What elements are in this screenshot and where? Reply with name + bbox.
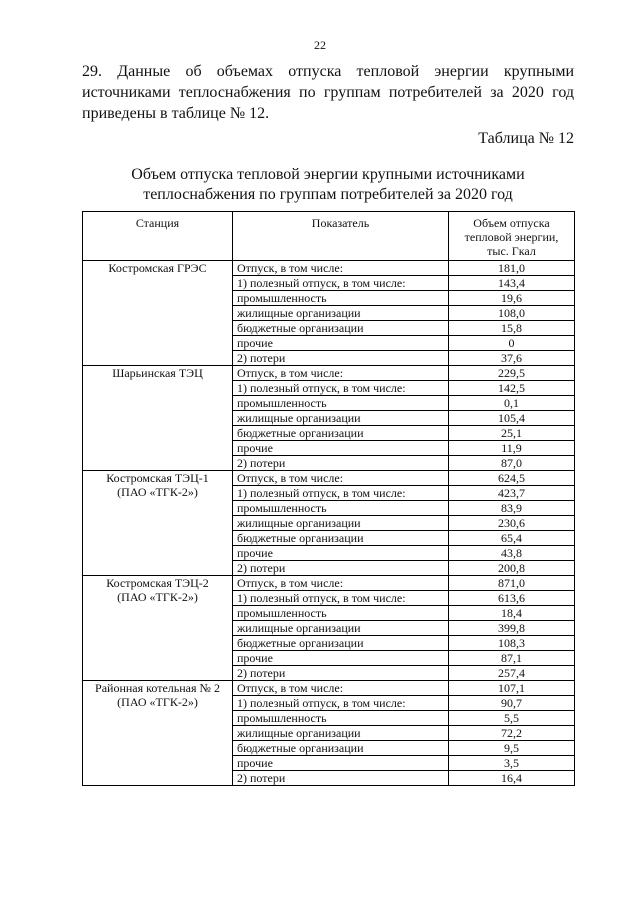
indicator-cell: бюджетные организации bbox=[233, 741, 449, 756]
indicator-cell: промышленность bbox=[233, 396, 449, 411]
indicator-cell: жилищные организации bbox=[233, 306, 449, 321]
indicator-cell: 2) потери bbox=[233, 456, 449, 471]
value-cell: 25,1 bbox=[449, 426, 575, 441]
table-row bbox=[83, 366, 575, 381]
indicator-cell: бюджетные организации bbox=[233, 426, 449, 441]
header-indicator: Показатель bbox=[233, 212, 449, 261]
indicator-cell: промышленность bbox=[233, 606, 449, 621]
station-name: Костромская ТЭЦ-2 bbox=[106, 576, 209, 590]
header-value-line-1: Объем отпуска bbox=[473, 216, 550, 230]
value-cell: 107,1 bbox=[449, 681, 575, 696]
value-cell: 5,5 bbox=[449, 711, 575, 726]
indicator-cell: 1) полезный отпуск, в том числе: bbox=[233, 486, 449, 501]
value-cell: 0 bbox=[449, 336, 575, 351]
value-cell: 143,4 bbox=[449, 276, 575, 291]
value-cell: 423,7 bbox=[449, 486, 575, 501]
value-cell: 16,4 bbox=[449, 771, 575, 786]
table-row bbox=[83, 261, 575, 276]
table-body bbox=[83, 261, 575, 786]
value-cell: 19,6 bbox=[449, 291, 575, 306]
station-owner: (ПАО «ТГК-2») bbox=[117, 590, 198, 604]
indicator-cell: 2) потери bbox=[233, 561, 449, 576]
value-cell: 65,4 bbox=[449, 531, 575, 546]
value-cell: 871,0 bbox=[449, 576, 575, 591]
station-name: Костромская ГРЭС bbox=[108, 261, 207, 275]
header-value-line-3: тыс. Гкал bbox=[487, 244, 536, 258]
station-owner: (ПАО «ТГК-2») bbox=[117, 695, 198, 709]
value-cell: 399,8 bbox=[449, 621, 575, 636]
indicator-cell: бюджетные организации bbox=[233, 531, 449, 546]
table-header-row bbox=[83, 212, 575, 261]
table-row bbox=[83, 471, 575, 486]
value-cell: 18,4 bbox=[449, 606, 575, 621]
indicator-cell: жилищные организации bbox=[233, 516, 449, 531]
table-title-line-2: теплоснабжения по группам потребителей за 2020 год bbox=[143, 186, 513, 203]
indicator-cell: прочие bbox=[233, 546, 449, 561]
table-row bbox=[83, 681, 575, 696]
value-cell: 87,1 bbox=[449, 651, 575, 666]
indicator-cell: промышленность bbox=[233, 291, 449, 306]
indicator-cell: прочие bbox=[233, 441, 449, 456]
header-value-line-2: тепловой энергии, bbox=[464, 230, 559, 244]
station-cell bbox=[83, 261, 233, 366]
indicator-cell: прочие bbox=[233, 756, 449, 771]
indicator-cell: Отпуск, в том числе: bbox=[233, 366, 449, 381]
indicator-cell: 1) полезный отпуск, в том числе: bbox=[233, 696, 449, 711]
indicator-cell: 2) потери bbox=[233, 771, 449, 786]
value-cell: 230,6 bbox=[449, 516, 575, 531]
value-cell: 181,0 bbox=[449, 261, 575, 276]
value-cell: 11,9 bbox=[449, 441, 575, 456]
indicator-cell: 1) полезный отпуск, в том числе: bbox=[233, 381, 449, 396]
station-name: Шарьинская ТЭЦ bbox=[112, 366, 203, 380]
value-cell: 108,3 bbox=[449, 636, 575, 651]
indicator-cell: 1) полезный отпуск, в том числе: bbox=[233, 591, 449, 606]
value-cell: 87,0 bbox=[449, 456, 575, 471]
table-title bbox=[82, 165, 574, 205]
value-cell: 43,8 bbox=[449, 546, 575, 561]
indicator-cell: Отпуск, в том числе: bbox=[233, 576, 449, 591]
value-cell: 90,7 bbox=[449, 696, 575, 711]
station-owner: (ПАО «ТГК-2») bbox=[117, 485, 198, 499]
indicator-cell: 2) потери bbox=[233, 666, 449, 681]
indicator-cell: 1) полезный отпуск, в том числе: bbox=[233, 276, 449, 291]
value-cell: 105,4 bbox=[449, 411, 575, 426]
heat-supply-table bbox=[82, 211, 575, 786]
table-label: Таблица № 12 bbox=[478, 130, 574, 147]
station-name: Костромская ТЭЦ-1 bbox=[106, 471, 209, 485]
value-cell: 613,6 bbox=[449, 591, 575, 606]
indicator-cell: Отпуск, в том числе: bbox=[233, 261, 449, 276]
station-cell bbox=[83, 681, 233, 786]
value-cell: 15,8 bbox=[449, 321, 575, 336]
indicator-cell: жилищные организации bbox=[233, 621, 449, 636]
indicator-cell: бюджетные организации bbox=[233, 321, 449, 336]
value-cell: 72,2 bbox=[449, 726, 575, 741]
table-row bbox=[83, 576, 575, 591]
indicator-cell: Отпуск, в том числе: bbox=[233, 471, 449, 486]
station-cell bbox=[83, 366, 233, 471]
header-station: Станция bbox=[83, 212, 233, 261]
value-cell: 257,4 bbox=[449, 666, 575, 681]
value-cell: 3,5 bbox=[449, 756, 575, 771]
table-title-line-1: Объем отпуска тепловой энергии крупными источниками bbox=[131, 166, 525, 183]
value-cell: 142,5 bbox=[449, 381, 575, 396]
value-cell: 83,9 bbox=[449, 501, 575, 516]
page-number: 22 bbox=[314, 38, 326, 52]
indicator-cell: промышленность bbox=[233, 711, 449, 726]
value-cell: 37,6 bbox=[449, 351, 575, 366]
indicator-cell: жилищные организации bbox=[233, 411, 449, 426]
station-name: Районная котельная № 2 bbox=[95, 681, 220, 695]
indicator-cell: 2) потери bbox=[233, 351, 449, 366]
intro-paragraph: 29. Данные об объемах отпуска тепловой энергии крупными источниками теплоснабжения по группам потребителей за 2020 год приведены в таблице № 12. bbox=[82, 63, 574, 122]
indicator-cell: прочие bbox=[233, 651, 449, 666]
station-cell bbox=[83, 471, 233, 576]
value-cell: 200,8 bbox=[449, 561, 575, 576]
indicator-cell: Отпуск, в том числе: bbox=[233, 681, 449, 696]
header-value bbox=[449, 212, 575, 261]
value-cell: 0,1 bbox=[449, 396, 575, 411]
value-cell: 229,5 bbox=[449, 366, 575, 381]
indicator-cell: промышленность bbox=[233, 501, 449, 516]
value-cell: 9,5 bbox=[449, 741, 575, 756]
indicator-cell: прочие bbox=[233, 336, 449, 351]
indicator-cell: жилищные организации bbox=[233, 726, 449, 741]
value-cell: 624,5 bbox=[449, 471, 575, 486]
value-cell: 108,0 bbox=[449, 306, 575, 321]
station-cell bbox=[83, 576, 233, 681]
indicator-cell: бюджетные организации bbox=[233, 636, 449, 651]
